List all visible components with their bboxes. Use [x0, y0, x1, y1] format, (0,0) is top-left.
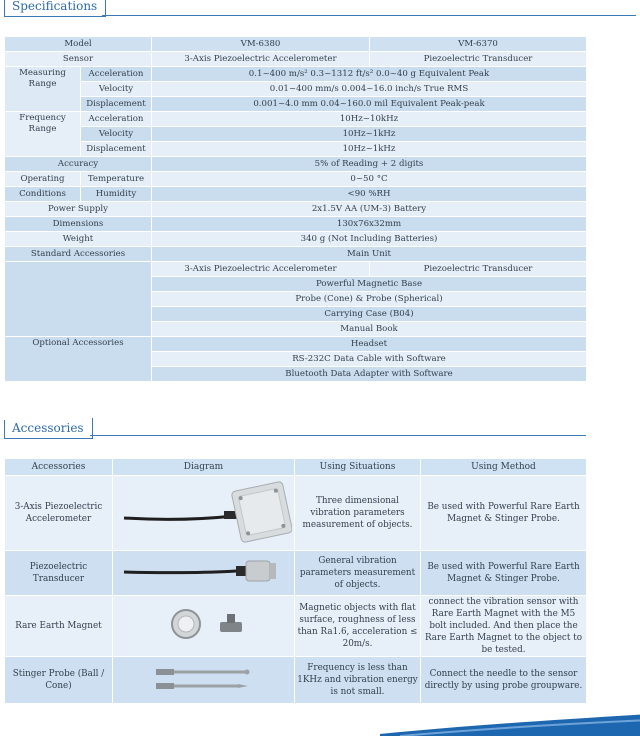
accessory-name: Piezoelectric Transducer: [5, 551, 113, 596]
accuracy-label: Accuracy: [5, 157, 152, 172]
temperature-label: Temperature: [81, 172, 152, 187]
measuring-value-vel: 0.01~400 mm/s 0.004~16.0 inch/s True RMS: [152, 82, 587, 97]
col-accessories: Accessories: [5, 459, 113, 476]
accessory-situation: Frequency is less than 1KHz and vibration energy is not small.: [295, 657, 421, 704]
measuring-range-label: Measuring Range: [5, 67, 81, 112]
optional-accessories-label: Optional Accessories: [5, 337, 152, 382]
transducer-illustration: [116, 551, 292, 591]
model-label: Model: [5, 37, 152, 52]
standard-main-unit: Main Unit: [152, 247, 587, 262]
standard-item: Manual Book: [152, 322, 587, 337]
accessory-row-accelerometer: [5, 476, 587, 551]
freq-value-accel: 10Hz~10kHz: [152, 112, 587, 127]
heading-rule: [102, 15, 636, 16]
col-diagram: Diagram: [113, 459, 295, 476]
accessory-method: Be used with Powerful Rare Earth Magnet & Stinger Probe.: [421, 551, 587, 596]
model-vm6380: VM-6380: [152, 37, 370, 52]
spec-row-standard-sensors: [5, 262, 587, 277]
spec-row-measuring-disp: [5, 97, 587, 112]
spec-row-accuracy: [5, 157, 587, 172]
standard-item: Carrying Case (B04): [152, 307, 587, 322]
accessory-method: connect the vibration sensor with Rare Earth Magnet with the M5 bolt included. And then place the Rare Earth Magnet to the object to be tested.: [421, 596, 587, 657]
optional-item: RS-232C Data Cable with Software: [152, 352, 587, 367]
operating-label: Operating: [5, 172, 81, 187]
spec-row-dimensions: [5, 217, 587, 232]
measuring-sub-accel: Acceleration: [81, 67, 152, 82]
magnet-illustration: [116, 596, 292, 652]
humidity-label: Humidity: [81, 187, 152, 202]
stinger-probe-image: [113, 657, 295, 704]
accessories-header-row: [5, 459, 587, 476]
spec-row-sensor: [5, 52, 587, 67]
accelerometer-image: [113, 476, 295, 551]
magnet-image: [113, 596, 295, 657]
freq-sub-disp: Displacement: [81, 142, 152, 157]
standard-sensor-vm6380: 3-Axis Piezoelectric Accelerometer: [152, 262, 370, 277]
conditions-label: Conditions: [5, 187, 81, 202]
dimensions-value: 130x76x32mm: [152, 217, 587, 232]
accessory-situation: General vibration parameters measurement of objects.: [295, 551, 421, 596]
accelerometer-illustration: [116, 476, 292, 546]
weight-value: 340 g (Not Including Batteries): [152, 232, 587, 247]
freq-sub-accel: Acceleration: [81, 112, 152, 127]
spec-row-model: [5, 37, 587, 52]
measuring-sub-vel: Velocity: [81, 82, 152, 97]
accessory-name: Stinger Probe (Ball / Cone): [5, 657, 113, 704]
accessory-row-stinger: [5, 657, 587, 704]
standard-item: Powerful Magnetic Base: [152, 277, 587, 292]
accessory-row-magnet: [5, 596, 587, 657]
spec-row-measuring-accel: [5, 67, 587, 82]
temperature-value: 0~50 °C: [152, 172, 587, 187]
standard-item: Probe (Cone) & Probe (Spherical): [152, 292, 587, 307]
col-using-method: Using Method: [421, 459, 587, 476]
freq-sub-vel: Velocity: [81, 127, 152, 142]
accessory-name: Rare Earth Magnet: [5, 596, 113, 657]
measuring-sub-disp: Displacement: [81, 97, 152, 112]
accessories-heading: [4, 418, 586, 440]
spec-row-freq-vel: [5, 127, 587, 142]
accuracy-value: 5% of Reading + 2 digits: [152, 157, 587, 172]
humidity-value: <90 %RH: [152, 187, 587, 202]
accessory-situation: Magnetic objects with flat surface, roughness of less than Ra1.6, acceleration ≤ 20m/s.: [295, 596, 421, 657]
accessories-table: [4, 458, 587, 704]
dimensions-label: Dimensions: [5, 217, 152, 232]
accessory-row-transducer: [5, 551, 587, 596]
spec-row-freq-accel: [5, 112, 587, 127]
spec-row-weight: [5, 232, 587, 247]
power-value: 2x1.5V AA (UM-3) Battery: [152, 202, 587, 217]
sensor-label: Sensor: [5, 52, 152, 67]
model-vm6370: VM-6370: [370, 37, 587, 52]
accessory-name: 3-Axis Piezoelectric Accelerometer: [5, 476, 113, 551]
spec-row-standard-main: [5, 247, 587, 262]
accessory-method: Connect the needle to the sensor directly by using probe groupware.: [421, 657, 587, 704]
specifications-heading: [4, 0, 636, 18]
optional-item: Headset: [152, 337, 587, 352]
standard-accessories-spacer: [5, 262, 152, 337]
optional-item: Bluetooth Data Adapter with Software: [152, 367, 587, 382]
specifications-table: [4, 36, 587, 382]
freq-value-vel: 10Hz~1kHz: [152, 127, 587, 142]
transducer-image: [113, 551, 295, 596]
specifications-title: Specifications: [4, 0, 106, 17]
spec-row-power: [5, 202, 587, 217]
accessory-situation: Three dimensional vibration parameters measurement of objects.: [295, 476, 421, 551]
spec-row-temperature: [5, 172, 587, 187]
col-using-situations: Using Situations: [295, 459, 421, 476]
spec-row-freq-disp: [5, 142, 587, 157]
sensor-vm6380: 3-Axis Piezoelectric Accelerometer: [152, 52, 370, 67]
spec-row-measuring-vel: [5, 82, 587, 97]
freq-value-disp: 10Hz~1kHz: [152, 142, 587, 157]
sensor-vm6370: Piezoelectric Transducer: [370, 52, 587, 67]
frequency-range-label: Frequency Range: [5, 112, 81, 157]
standard-sensor-vm6370: Piezoelectric Transducer: [370, 262, 587, 277]
decorative-swoosh: [380, 712, 640, 736]
spec-row-optional: [5, 337, 587, 352]
power-label: Power Supply: [5, 202, 152, 217]
stinger-probe-illustration: [116, 657, 292, 699]
accessories-title: Accessories: [4, 418, 93, 439]
standard-accessories-label: Standard Accessories: [5, 247, 152, 262]
spec-row-humidity: [5, 187, 587, 202]
accessory-method: Be used with Powerful Rare Earth Magnet & Stinger Probe.: [421, 476, 587, 551]
heading-rule: [90, 435, 586, 436]
measuring-value-disp: 0.001~4.0 mm 0.04~160.0 mil Equivalent Peak-peak: [152, 97, 587, 112]
weight-label: Weight: [5, 232, 152, 247]
measuring-value-accel: 0.1~400 m/s² 0.3~1312 ft/s² 0.0~40 g Equivalent Peak: [152, 67, 587, 82]
